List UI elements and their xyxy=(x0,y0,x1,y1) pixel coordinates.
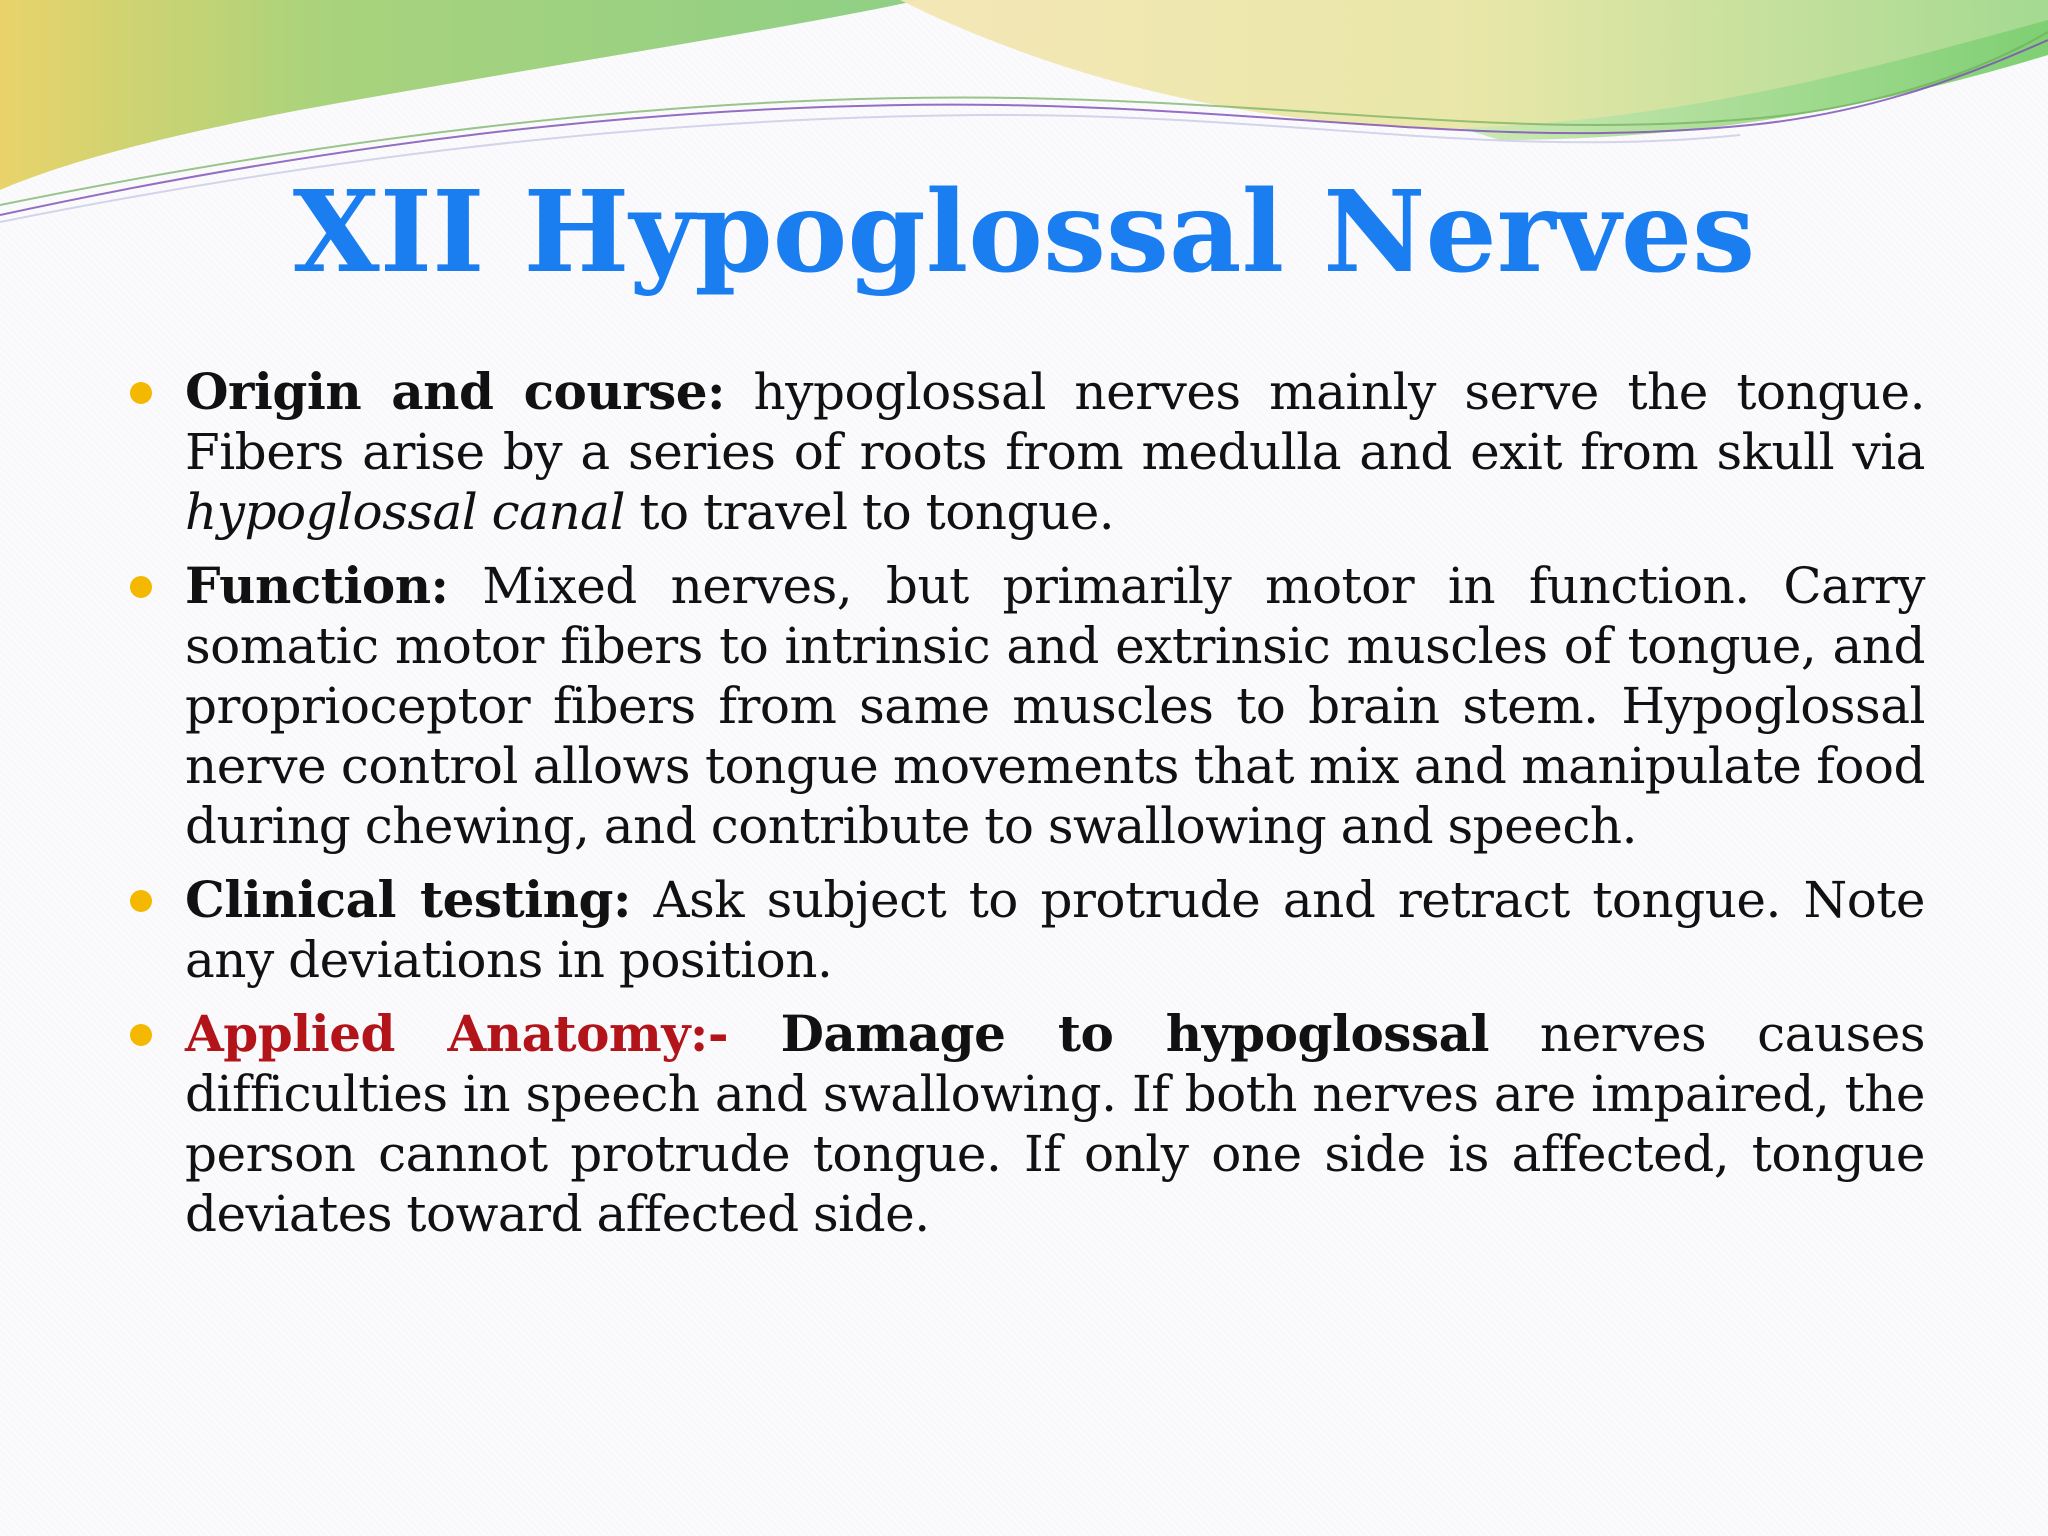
bullet-text: Mixed nerves, but primarily motor in function. Carry somatic motor fibers to intrinsic and extrinsic muscles of tongue, and proprioceptor fibers from same muscles to brain stem. Hypoglossal nerve control allows tongue movements that mix and manipulate food during chewing, and contribute to swallowing and speech. xyxy=(185,557,1925,855)
bullet-text-end: to travel to tongue. xyxy=(625,483,1115,541)
bullet-origin-and-course xyxy=(185,362,1925,542)
bullet-dot-icon xyxy=(130,1024,152,1046)
bullet-italic-term: hypoglossal canal xyxy=(185,483,625,541)
bullet-bold-text: Damage to hypoglossal xyxy=(728,1004,1489,1063)
bullet-dot-icon xyxy=(130,890,152,912)
bullet-applied-anatomy xyxy=(185,1004,1925,1244)
bullet-clinical-testing xyxy=(185,870,1925,990)
bullet-dot-icon xyxy=(130,382,152,404)
bullet-label: Clinical testing: xyxy=(185,870,631,929)
bullet-list xyxy=(185,362,1925,1258)
bullet-text: hypoglossal nerves mainly serve the tongue. Fibers arise by a series of roots from medulla and exit from skull via xyxy=(185,363,1925,481)
bullet-label: Function: xyxy=(185,556,449,615)
bullet-text: nerves causes difficulties in speech and swallowing. If both nerves are impaired, the person cannot protrude tongue. If only one side is affected, tongue deviates toward affected side. xyxy=(185,1005,1925,1243)
bullet-text: Ask subject to protrude and retract tongue. Note any deviations in position. xyxy=(185,871,1925,989)
slide-title: XII Hypoglossal Nerves xyxy=(292,167,1756,298)
bullet-function xyxy=(185,556,1925,856)
bullet-label: Applied Anatomy:- xyxy=(185,1004,729,1063)
bullet-dot-icon xyxy=(130,576,152,598)
bullet-label: Origin and course: xyxy=(185,362,725,421)
